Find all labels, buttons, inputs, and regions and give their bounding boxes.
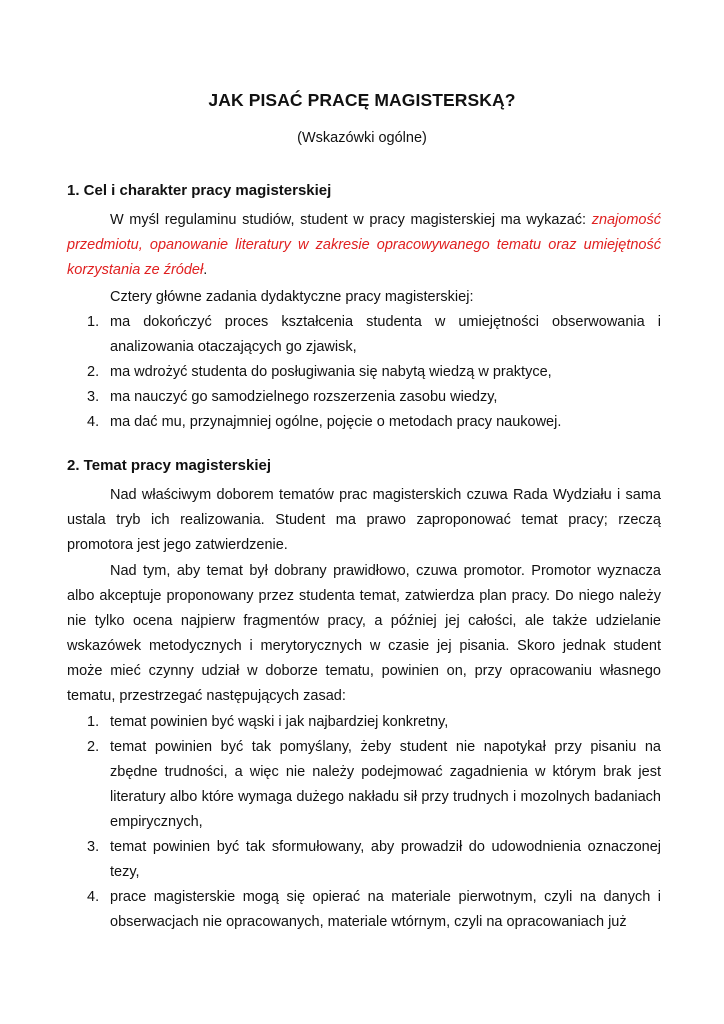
list-text: ma dokończyć proces kształcenia studenta w umiejętności obserwowania i analizowania otaczających go zjawisk, <box>110 314 661 355</box>
list-text: prace magisterskie mogą się opierać na materiale pierwotnym, czyli na danych i obserwacjach nie opracowanych, materiale wtórnym, czyli na opracowaniach już <box>110 889 661 930</box>
list-number: 3. <box>87 839 100 855</box>
list-number: 4. <box>87 414 100 430</box>
list-text: temat powinien być tak sformułowany, aby prowadził do udowodnienia oznaczonej tezy, <box>110 839 661 880</box>
list-text: temat powinien być wąski i jak najbardziej konkretny, <box>110 714 449 730</box>
list-item <box>67 885 661 935</box>
list-item <box>67 735 661 835</box>
section-1-paragraph-2: Cztery główne zadania dydaktyczne pracy magisterskiej: <box>110 289 474 305</box>
list-item <box>67 710 661 735</box>
list-item <box>67 310 661 360</box>
list-item <box>67 835 661 885</box>
section-1-list <box>67 310 661 435</box>
list-text: ma nauczyć go samodzielnego rozszerzenia zasobu wiedzy, <box>110 389 498 405</box>
paragraph-end: . <box>203 262 208 278</box>
section-1-heading: 1. Cel i charakter pracy magisterskiej <box>67 182 332 199</box>
list-number: 1. <box>87 714 100 730</box>
page-subtitle: (Wskazówki ogólne) <box>297 130 427 146</box>
section-2-heading: 2. Temat pracy magisterskiej <box>67 457 271 474</box>
list-item <box>67 385 661 410</box>
section-1-paragraph-1 <box>67 208 661 283</box>
section-2-list <box>67 710 661 935</box>
page-title: JAK PISAĆ PRACĘ MAGISTERSKĄ? <box>208 90 516 110</box>
section-2-paragraph-1: Nad właściwym doborem tematów prac magisterskich czuwa Rada Wydziału i sama ustala tryb ich realizowania. Student ma prawo zaproponować temat pracy; rzeczą promotora jest jego zatwierdzenie. <box>67 487 661 553</box>
list-text: temat powinien być tak pomyślany, żeby student nie napotykał przy pisaniu na zbędne trudności, a więc nie należy podejmować zagadnienia w którym brak jest literatury albo które wymaga dużego nakładu sił przy trudnych i mozolnych badaniach empirycznych, <box>110 739 661 830</box>
list-number: 2. <box>87 364 100 380</box>
paragraph-text: W myśl regulaminu studiów, student w pracy magisterskiej ma wykazać: <box>110 212 592 228</box>
section-2-paragraph-2: Nad tym, aby temat był dobrany prawidłowo, czuwa promotor. Promotor wyznacza albo akceptuje proponowany przez studenta temat, zatwierdza plan pracy. Do niego należy nie tylko ocena najpierw fragmentów pracy, a później jej całości, ale także udzielanie wskazówek metodycznych i merytorycznych w czasie jej pisania. Skoro jednak student może mieć czynny udział w doborze tematu, powinien on, przy opracowaniu własnego tematu, przestrzegać następujących zasad: <box>67 563 661 704</box>
list-number: 2. <box>87 739 100 755</box>
list-item <box>67 360 661 385</box>
list-text: ma wdrożyć studenta do posługiwania się nabytą wiedzą w praktyce, <box>110 364 552 380</box>
list-number: 3. <box>87 389 100 405</box>
list-text: ma dać mu, przynajmniej ogólne, pojęcie o metodach pracy naukowej. <box>110 414 562 430</box>
list-item <box>67 410 661 435</box>
list-number: 1. <box>87 314 100 330</box>
list-number: 4. <box>87 889 100 905</box>
highlighted-text: znajomość przedmiotu, opanowanie literatury w zakresie opracowywanego tematu oraz umiejętność korzystania ze źródeł <box>67 212 661 278</box>
